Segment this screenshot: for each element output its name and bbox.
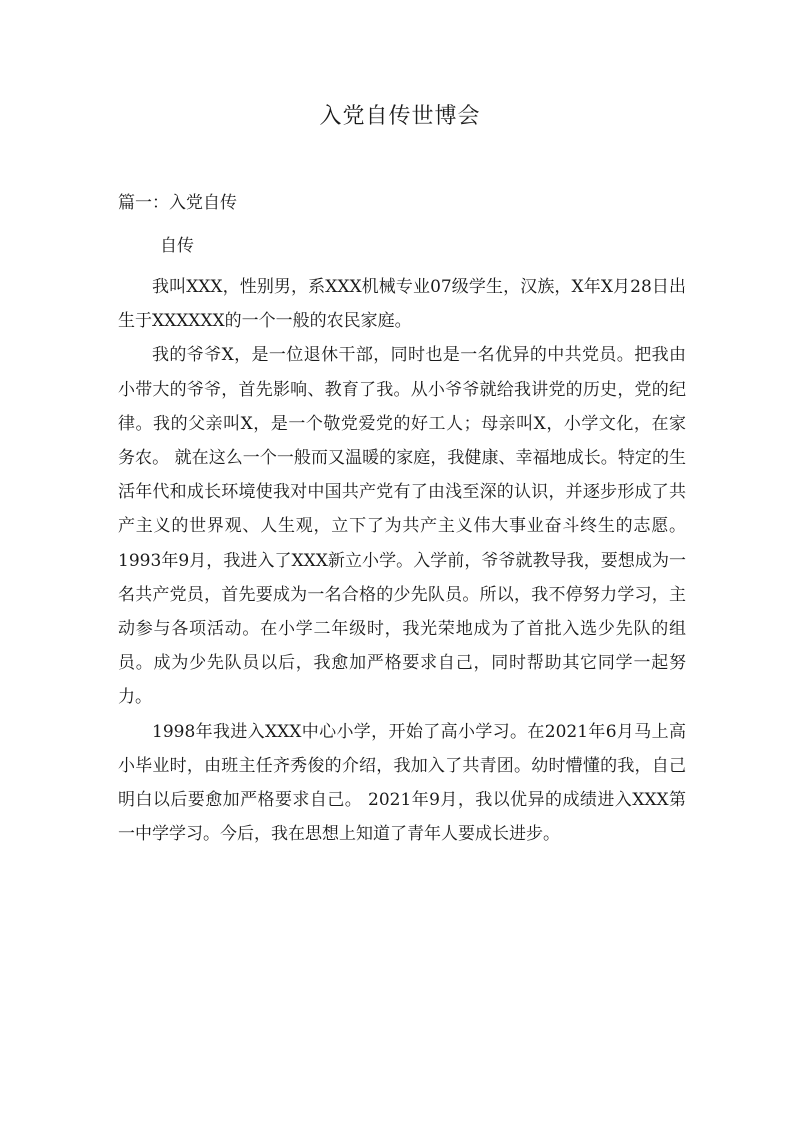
section-label: 篇一：入党自传: [118, 193, 237, 213]
paragraph-family: 我的爷爷X，是一位退休干部，同时也是一名优异的中共党员。把我由小带大的爷爷，首先影响、教育了我。从小爷爷就给我讲党的历史，党的纪律。我的父亲叫X，是一个敬党爱党的好工人；母亲叫X，小学文化，在家务农。 就在这么一个一般而又温暖的家庭，我健康、幸福地成长。特定的生活年代和成长环境使我对中国共产党有了由浅至深的认识，并逐步形成了共产主义的世界观、人生观，立下了为共产主义伟大事业奋斗终生的志愿。 1993年9月，我进入了XXX新立小学。入学前，爷爷就教导我，要想成为一名共产党员，首先要成为一名合格的少先队员。所以，我不停努力学习，主动参与各项活动。在小学二年级时，我光荣地成为了首批入选少先队的组员。成为少先队员以后，我愈加严格要求自己，同时帮助其它同学一起努力。: [118, 345, 686, 708]
document-title: 入党自传世博会: [319, 104, 481, 129]
paragraph-school: 1998年我进入XXX中心小学，开始了高小学习。在2021年6月马上高小毕业时，由班主任齐秀俊的介绍，我加入了共青团。幼时懵懂的我，自己明白以后要愈加严格要求自己。 2021年9月，我以优异的成绩进入XXX第一中学学习。今后，我在思想上知道了青年人要成长进步。: [118, 721, 686, 845]
body-text: [118, 270, 686, 851]
autobiography-heading: 自传: [160, 236, 194, 256]
paragraph-intro: 我叫XXX，性别男，系XXX机械专业07级学生，汉族，X年X月28日出生于XXXXXX的一个一般的农民家庭。: [118, 277, 686, 332]
